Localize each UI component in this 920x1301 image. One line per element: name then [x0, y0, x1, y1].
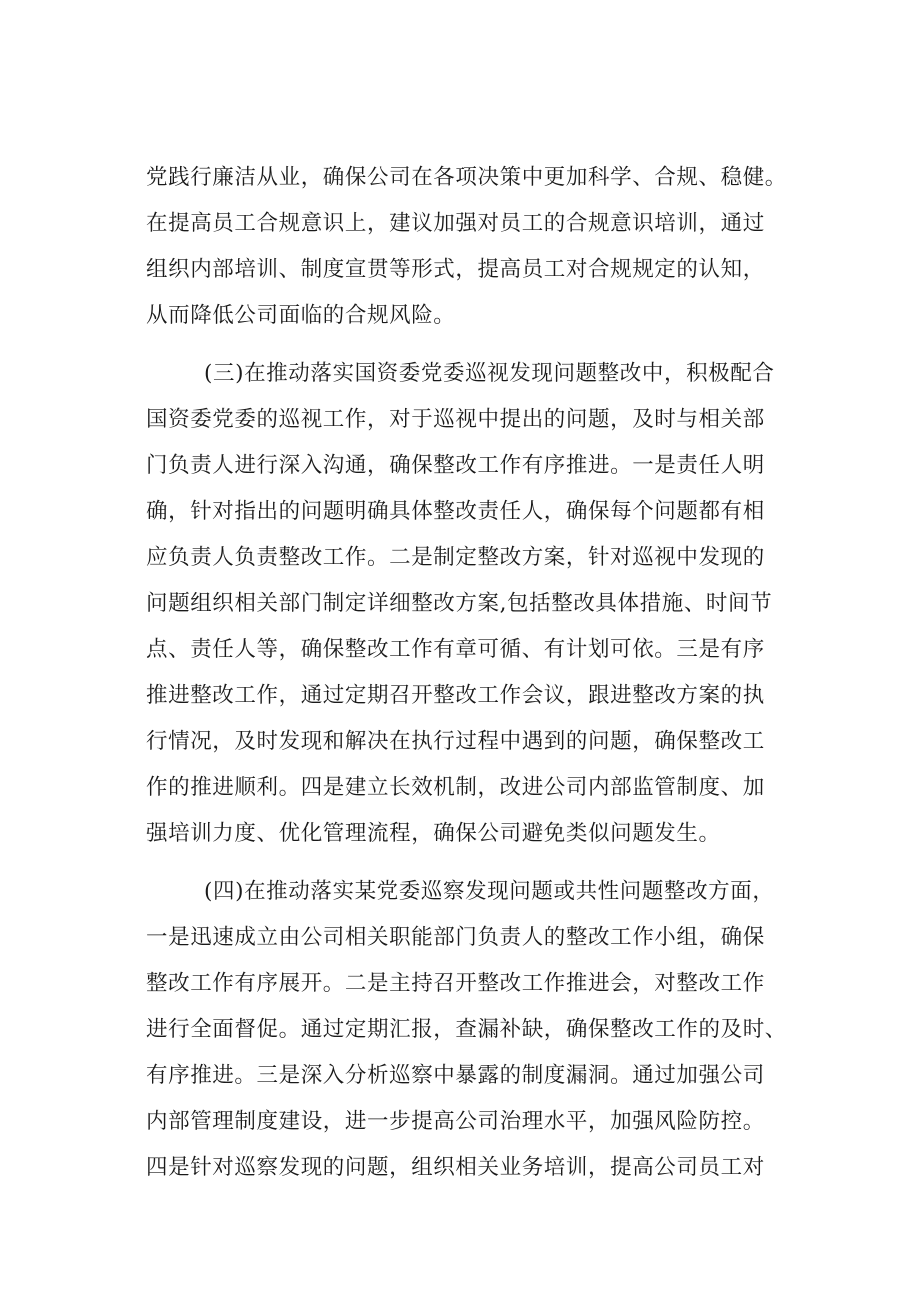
text-line: 四是针对巡察发现的问题，组织相关业务培训，提高公司员工对 [146, 1155, 765, 1180]
paragraph-gap [146, 339, 806, 351]
text-line: 从而降低公司面临的合规风险。 [146, 303, 456, 328]
text-line: 组织内部培训、制度宣贯等形式，提高员工对合规规定的认知， [146, 257, 765, 282]
paragraph-compliance-training [146, 155, 806, 339]
text-line: 点、责任人等，确保整改工作有章可循、有计划可依。三是有序 [146, 637, 765, 662]
text-line: 内部管理制度建设，进一步提高公司治理水平，加强风险防控。 [146, 1109, 765, 1134]
text-line: 门负责人进行深入沟通，确保整改工作有序推进。一是责任人明 [146, 453, 765, 478]
paragraph-gap [146, 857, 806, 869]
document-body [146, 155, 806, 1191]
text-line: 推进整改工作，通过定期召开整改工作会议，跟进整改方案的执 [146, 683, 765, 708]
text-line: 在提高员工合规意识上，建议加强对员工的合规意识培训，通过 [146, 211, 765, 236]
text-line: 有序推进。三是深入分析巡察中暴露的制度漏洞。通过加强公司 [146, 1063, 765, 1088]
text-line: 作的推进顺利。四是建立长效机制，改进公司内部监管制度、加 [146, 775, 765, 800]
text-line: 强培训力度、优化管理流程，确保公司避免类似问题发生。 [146, 821, 721, 846]
text-line: 确，针对指出的问题明确具体整改责任人，确保每个问题都有相 [146, 499, 765, 524]
text-line: 问题组织相关部门制定详细整改方案,包括整改具体措施、时间节 [146, 591, 773, 616]
text-line: 党践行廉洁从业，确保公司在各项决策中更加科学、合规、稳健。 [146, 165, 787, 190]
text-line: 一是迅速成立由公司相关职能部门负责人的整改工作小组，确保 [146, 925, 765, 950]
text-line: 行情况，及时发现和解决在执行过程中遇到的问题，确保整改工 [146, 729, 765, 754]
text-line: 应负责人负责整改工作。二是制定整改方案，针对巡视中发现的 [146, 545, 765, 570]
paragraph-section-four [146, 869, 806, 1191]
text-line: (四)在推动落实某党委巡察发现问题或共性问题整改方面， [204, 879, 775, 904]
text-line: 国资委党委的巡视工作，对于巡视中提出的问题，及时与相关部 [146, 407, 765, 432]
text-line: (三)在推动落实国资委党委巡视发现问题整改中，积极配合 [204, 361, 775, 386]
paragraph-section-three [146, 351, 806, 857]
text-line: 整改工作有序展开。二是主持召开整改工作推进会，对整改工作 [146, 971, 765, 996]
text-line: 进行全面督促。通过定期汇报，查漏补缺，确保整改工作的及时、 [146, 1017, 787, 1042]
